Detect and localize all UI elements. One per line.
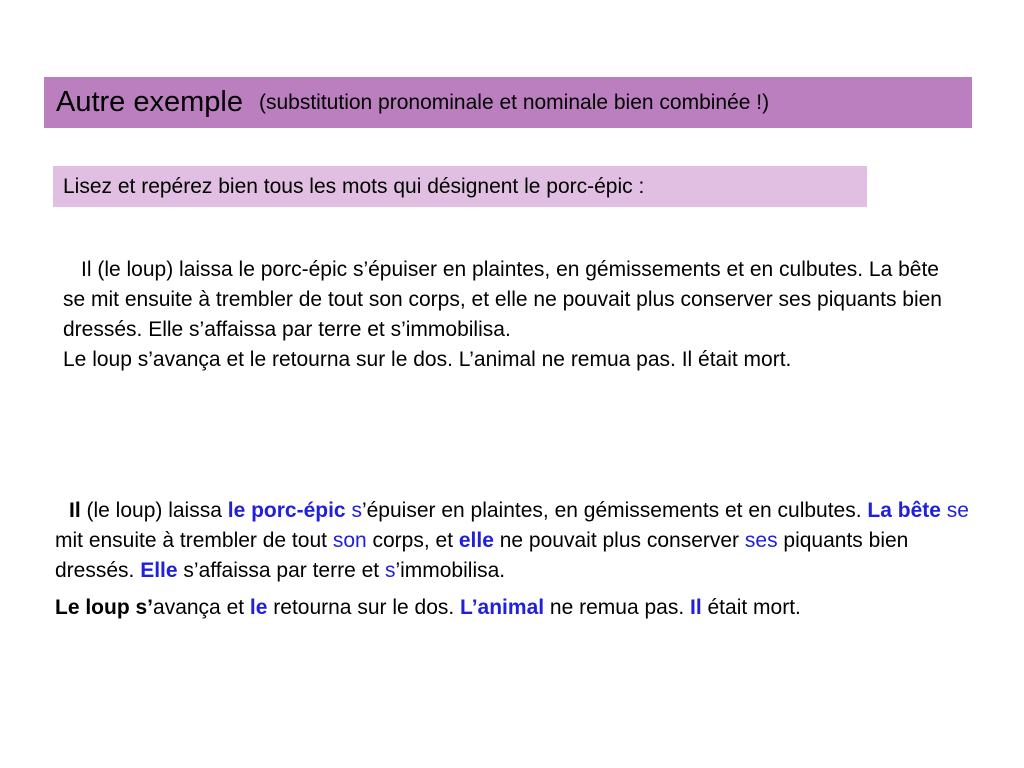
- referent-word: Il: [690, 596, 702, 619]
- text-segment: ne pouvait plus conserver: [493, 529, 745, 552]
- text-segment: s’affaissa par terre et: [177, 559, 385, 582]
- plain-text-block: [63, 255, 963, 375]
- referent-word: se: [946, 499, 969, 522]
- plain-paragraph-1: Il (le loup) laissa le porc-épic s’épuiser en plaintes, en gémissements et en culbutes. La bête se mit ensuite à trembler de tout son corps, et elle ne pouvait plus conserver ses piquants bien dressés. Elle s’affaissa par terre et s’immobilisa.: [63, 258, 942, 341]
- annotated-paragraph-1: [55, 496, 975, 586]
- slide-title: Autre exemple: [56, 86, 243, 118]
- referent-word: Il: [69, 499, 81, 522]
- text-segment: corps, et: [366, 529, 459, 552]
- referent-word: La bête: [867, 499, 941, 522]
- referent-word: le porc-épic: [227, 499, 346, 522]
- text-segment: (le loup) laissa: [80, 499, 228, 522]
- text-segment: retourna sur le dos.: [267, 596, 461, 619]
- referent-word: L’animal: [460, 596, 545, 619]
- text-segment: ’immobilisa.: [395, 559, 506, 582]
- text-segment: avança et: [153, 596, 250, 619]
- referent-word: Le loup s’: [55, 596, 154, 619]
- annotated-text-block: [55, 496, 975, 623]
- referent-word: son: [332, 529, 367, 552]
- referent-word: elle: [458, 529, 494, 552]
- referent-word: s: [351, 499, 362, 522]
- instruction-box: [53, 166, 867, 207]
- referent-word: s: [384, 559, 396, 582]
- text-segment: était mort.: [701, 596, 801, 619]
- text-segment: ’épuiser en plaintes, en gémissements et en culbutes.: [361, 499, 868, 522]
- referent-word: ses: [744, 529, 778, 552]
- annotated-paragraph-2: [55, 593, 975, 623]
- text-segment: piquants bien dressés.: [55, 529, 909, 582]
- referent-word: Elle: [140, 559, 178, 582]
- referent-word: le: [249, 596, 268, 619]
- text-segment: ne remua pas.: [544, 596, 690, 619]
- title-bar: [44, 77, 972, 128]
- slide-subtitle: (substitution pronominale et nominale bien combinée !): [259, 90, 770, 114]
- plain-paragraph-2: Le loup s’avança et le retourna sur le dos. L’animal ne remua pas. Il était mort.: [63, 348, 792, 371]
- instruction-text: Lisez et repérez bien tous les mots qui désignent le porc-épic :: [63, 174, 645, 198]
- text-segment: mit ensuite à trembler de tout: [55, 529, 333, 552]
